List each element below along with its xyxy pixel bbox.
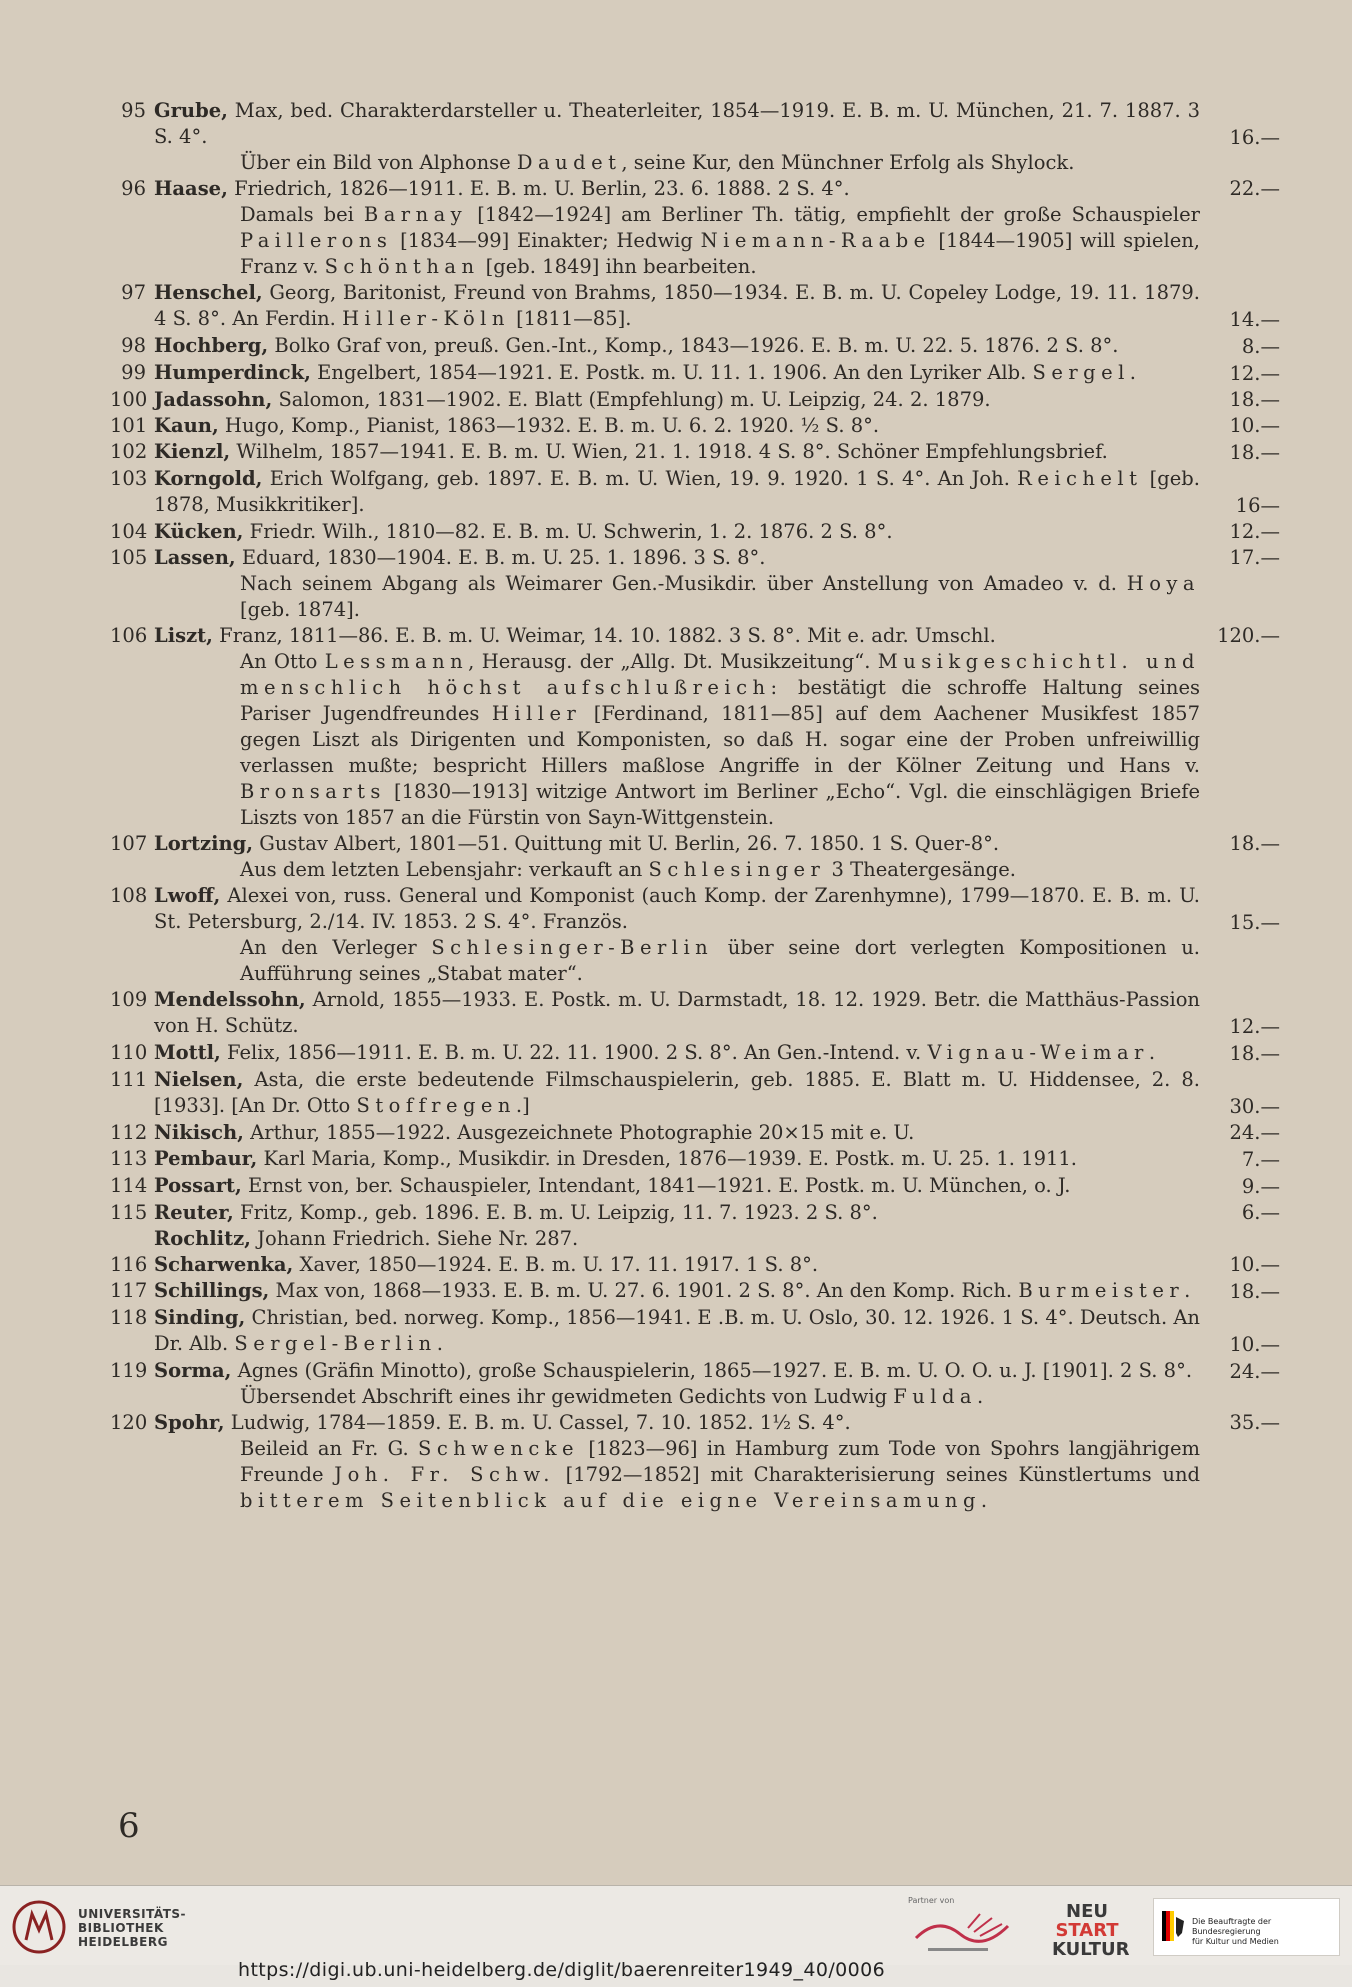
note-segment: Lessmann (324, 650, 469, 673)
entry-price: 10.— (1229, 1253, 1280, 1276)
entry-name: Sinding, (154, 1306, 246, 1329)
neustart-line: NEU (1066, 1901, 1108, 1922)
note-segment: An Otto (240, 650, 325, 673)
entry-segment: Wilhelm, 1857—1941. E. B. m. U. Wien, 21. 1. 1918. 4 S. 8°. Schöner Empfehlungsbrief. (230, 440, 1108, 463)
entry-text (154, 439, 1200, 466)
entry-segment: Hugo, Komp., Pianist, 1863—1932. E. B. m. U. 6. 2. 1920. ½ S. 8°. (218, 414, 880, 437)
entry-name: Mottl, (154, 1041, 221, 1064)
entry-number: 109 (110, 988, 148, 1011)
entry-name: Korngold, (154, 467, 263, 490)
entry-name: Hochberg, (154, 334, 269, 357)
entry-name: Rochlitz, (154, 1227, 251, 1250)
entry-segment: Arnold, 1855—1933. E. Postk. m. U. Darmstadt, 18. 12. 1929. Betr. die Matthäus-Passion von H. Schütz. (154, 988, 1200, 1037)
note-segment: Hiller (491, 702, 582, 725)
entry-segment: . (1129, 361, 1136, 384)
catalog-entry (110, 1173, 1280, 1200)
entry-text (154, 1146, 1200, 1173)
catalog-entry (110, 831, 1280, 883)
catalog-entry (110, 1146, 1280, 1173)
entry-text (154, 1410, 1200, 1514)
note-segment: Aus dem letzten Lebensjahr: verkauft an (240, 858, 649, 881)
catalog-entry (110, 98, 1280, 176)
entry-segment: Burmeister (1018, 1279, 1185, 1302)
note-segment: An den Verleger (240, 936, 432, 959)
entry-text (154, 466, 1200, 519)
entry-segment: Erich Wolfgang, geb. 1897. E. B. m. U. Wien, 19. 9. 1920. 1 S. 4°. An Joh. (262, 467, 1018, 490)
entry-name: Mendelssohn, (154, 988, 306, 1011)
entry-price: 14.— (1229, 308, 1280, 331)
eagle-icon (1162, 1911, 1184, 1941)
university-seal-icon[interactable] (12, 1900, 66, 1954)
entry-segment: Vignau-Weimar (927, 1041, 1149, 1064)
entry-segment: Xaver, 1850—1924. E. B. m. U. 17. 11. 1917. 1 S. 8°. (293, 1253, 819, 1276)
entry-price: 17.— (1229, 546, 1280, 569)
catalog-entry (110, 1120, 1280, 1146)
entry-price: 12.— (1229, 1015, 1280, 1038)
entry-text (154, 1173, 1200, 1200)
entry-segment: . (436, 1332, 443, 1355)
note-segment: bitterem Seitenblick auf die eigne Vereinsamung. (240, 1489, 993, 1512)
note-segment: [1830—1913] witzige Antwort im Berliner „Echo“. Vgl. die einschlägigen Briefe Liszts von 1857 an die Fürstin von Sayn-Wittgenstein. (240, 780, 1200, 829)
entry-list (110, 98, 1280, 1514)
catalog-entry (110, 987, 1280, 1040)
entry-text (154, 360, 1200, 387)
catalog-entry (110, 176, 1280, 280)
entry-price: 12.— (1229, 362, 1280, 385)
entry-text (154, 623, 1200, 831)
entry-name: Lortzing, (154, 832, 254, 855)
page-number: 6 (118, 1806, 140, 1846)
entry-segment: Ernst von, ber. Schauspieler, Intendant, 1841—1921. E. Postk. m. U. München, o. J. (241, 1174, 1071, 1197)
entry-name: Kücken, (154, 520, 244, 543)
entry-name: Lwoff, (154, 884, 221, 907)
note-segment: Musikgeschichtl. und menschlich höchst aufschlußreich: (240, 650, 1200, 699)
entry-name: Spohr, (154, 1411, 225, 1434)
entry-text (154, 176, 1200, 280)
entry-number: 100 (110, 388, 148, 411)
entry-price: 12.— (1229, 520, 1280, 543)
entry-number: 103 (110, 467, 148, 490)
entry-name: Humperdinck, (154, 361, 311, 384)
entry-text (154, 413, 1200, 439)
entry-price: 18.— (1229, 832, 1280, 855)
entry-number: 97 (121, 281, 146, 304)
note-segment: Schlesinger (648, 858, 826, 881)
entry-name: Henschel, (154, 281, 263, 304)
library-name-line: BIBLIOTHEK (78, 1921, 164, 1935)
entry-price: 120.— (1217, 624, 1280, 647)
note-segment: Daudet (516, 151, 622, 174)
entry-text (154, 519, 1200, 545)
entry-price: 35.— (1229, 1411, 1280, 1434)
entry-segment: Sergel-Berlin (234, 1332, 437, 1355)
catalog-entry (110, 545, 1280, 623)
neustart-line: START (1055, 1920, 1119, 1941)
note-segment: Niemann-Raabe (700, 229, 931, 252)
entry-number: 110 (110, 1041, 148, 1064)
entry-text (154, 987, 1200, 1040)
entry-segment: .] (515, 1094, 530, 1117)
entry-segment: Gustav Albert, 1801—51. Quittung mit U. Berlin, 26. 7. 1850. 1 S. Quer-8°. (253, 832, 1000, 855)
entry-number: 111 (110, 1068, 148, 1091)
catalog-entry (110, 1200, 1280, 1226)
entry-text (154, 1120, 1200, 1146)
entry-price: 16.— (1229, 126, 1280, 149)
note-segment: [1844—1905] will spielen, Franz v. (240, 229, 1200, 278)
entry-segment: Eduard, 1830—1904. E. B. m. U. 25. 1. 1896. 3 S. 8°. (235, 546, 766, 569)
entry-price: 8.— (1241, 335, 1280, 358)
note-segment: Joh. Fr. Schw. (334, 1463, 555, 1486)
entry-name: Lassen, (154, 546, 236, 569)
entry-segment: Reichelt (1017, 467, 1143, 490)
catalog-entry (110, 519, 1280, 545)
entry-segment: . (1148, 1041, 1156, 1064)
catalog-entry (110, 1067, 1280, 1120)
catalog-entry (110, 1252, 1280, 1278)
entry-number: 95 (121, 99, 146, 122)
entry-number: 96 (121, 177, 146, 200)
entry-text (154, 98, 1200, 176)
entry-name: Kaun, (154, 414, 219, 437)
bkm-line: für Kultur und Medien (1192, 1937, 1279, 1946)
entry-segment: Ludwig, 1784—1859. E. B. m. U. Cassel, 7. 10. 1852. 1½ S. 4°. (224, 1411, 851, 1434)
entry-segment: Max von, 1868—1933. E. B. m. U. 27. 6. 1901. 2 S. 8°. An den Komp. Rich. (269, 1279, 1019, 1302)
library-name[interactable] (78, 1907, 186, 1949)
entry-text (154, 1252, 1200, 1278)
entry-number: 115 (110, 1201, 148, 1224)
entry-number: 104 (110, 520, 148, 543)
entry-note (154, 1436, 1200, 1514)
note-segment: Schönthan (324, 255, 480, 278)
note-segment: Paillerons (240, 229, 393, 252)
bkm-text (1192, 1917, 1339, 1947)
entry-number: 108 (110, 884, 148, 907)
entry-note (154, 150, 1200, 176)
entry-price: 18.— (1229, 441, 1280, 464)
entry-note (154, 1384, 1200, 1410)
entry-number: 102 (110, 440, 148, 463)
entry-price: 16— (1235, 494, 1280, 517)
entry-text (154, 1305, 1200, 1358)
entry-text (154, 1278, 1200, 1305)
entry-text (154, 1067, 1200, 1120)
note-segment: 3 Theatergesänge. (825, 858, 1016, 881)
note-segment: . (977, 1385, 984, 1408)
note-segment: [geb. 1849] ihn bearbeiten. (479, 255, 757, 278)
entry-price: 9.— (1241, 1175, 1280, 1198)
entry-price: 22.— (1229, 177, 1280, 200)
partner-label: Partner von (908, 1896, 955, 1905)
neustart-line: KULTUR (1052, 1939, 1130, 1960)
catalog-entry (110, 387, 1280, 413)
entry-note (154, 935, 1200, 987)
entry-number: 105 (110, 546, 148, 569)
entry-segment: Alexei von, russ. General und Komponist (auch Komp. der Zarenhymne), 1799—1870. E. B. m. U. St. Petersburg, 2./14. IV. 1853. 2 S. 4°. Französ. (154, 884, 1200, 933)
catalog-entry (110, 1278, 1280, 1305)
entry-text (154, 1226, 1200, 1252)
entry-price: 6.— (1241, 1201, 1280, 1224)
note-segment: [1792—1852] mit Charakterisierung seines Künstlertums und (554, 1463, 1200, 1486)
note-segment: , Herausg. der „Allg. Dt. Musikzeitung“. (468, 650, 878, 673)
entry-note (154, 571, 1200, 623)
entry-number: 118 (110, 1306, 148, 1329)
note-segment: Über ein Bild von Alphonse (240, 151, 517, 174)
entry-text (154, 1040, 1200, 1067)
note-segment: Nach seinem Abgang als Weimarer Gen.-Musikdir. über Anstellung von Amadeo v. d. (240, 572, 1127, 595)
entry-number: 116 (110, 1253, 148, 1276)
entry-segment: Felix, 1856—1911. E. B. m. U. 22. 11. 1900. 2 S. 8°. An Gen.-Intend. v. (220, 1041, 928, 1064)
catalog-entry (110, 413, 1280, 439)
entry-note (154, 202, 1200, 280)
entry-number: 101 (110, 414, 148, 437)
entry-name: Possart, (154, 1174, 242, 1197)
entry-segment: [geb. 1878, Musikkritiker]. (154, 467, 1200, 516)
entry-segment: Friedr. Wilh., 1810—82. E. B. m. U. Schwerin, 1. 2. 1876. 2 S. 8°. (243, 520, 893, 543)
entry-price: 15.— (1229, 911, 1280, 934)
entry-number: 98 (121, 334, 146, 357)
entry-text (154, 333, 1200, 360)
entry-name: Liszt, (154, 624, 213, 647)
note-segment: Bronsarts (240, 780, 386, 803)
page-url[interactable]: https://digi.ub.uni-heidelberg.de/diglit/baerenreiter1949_40/0006 (238, 1959, 886, 1981)
entry-text (154, 831, 1200, 883)
catalog-entry (110, 1226, 1280, 1252)
entry-name: Nielsen, (154, 1068, 244, 1091)
entry-segment: [1811—85]. (509, 307, 632, 330)
entry-name: Jadassohn, (154, 388, 273, 411)
entry-name: Schillings, (154, 1279, 270, 1302)
catalog-entry (110, 1040, 1280, 1067)
entry-number: 112 (110, 1121, 148, 1144)
entry-text (154, 545, 1200, 623)
note-segment: , seine Kur, den Münchner Erfolg als Shylock. (621, 151, 1075, 174)
entry-number: 117 (110, 1279, 148, 1302)
entry-number: 113 (110, 1147, 148, 1170)
entry-name: Nikisch, (154, 1121, 244, 1144)
library-name-line: UNIVERSITÄTS- (78, 1907, 187, 1921)
entry-text (154, 387, 1200, 413)
entry-segment: Engelbert, 1854—1921. E. Postk. m. U. 11. 1. 1906. An den Lyriker Alb. (310, 361, 1033, 384)
entry-segment: Hiller-Köln (342, 307, 510, 330)
catalog-entry (110, 333, 1280, 360)
note-segment: bestätigt die schroffe Haltung seines Pariser Jugendfreundes (240, 676, 1200, 725)
note-segment: Beileid an Fr. G. (240, 1437, 419, 1460)
entry-price: 7.— (1241, 1148, 1280, 1171)
note-segment: [geb. 1874]. (240, 598, 360, 621)
entry-name: Kienzl, (154, 440, 231, 463)
catalog-entry (110, 623, 1280, 831)
note-segment: [1834—99] Einakter; Hedwig (392, 229, 701, 252)
partner-logo-icon[interactable] (908, 1908, 1022, 1958)
entry-number: 106 (110, 624, 148, 647)
entry-number: 107 (110, 832, 148, 855)
bkm-line: Die Beauftragte der Bundesregierung (1192, 1917, 1272, 1936)
entry-segment: Friedrich, 1826—1911. E. B. m. U. Berlin, 23. 6. 1888. 2 S. 4°. (227, 177, 850, 200)
entry-name: Haase, (154, 177, 228, 200)
entry-price: 30.— (1229, 1095, 1280, 1118)
entry-segment: Asta, die erste bedeutende Filmschauspielerin, geb. 1885. E. Blatt m. U. Hiddensee, 2. 8. [1933]. [An Dr. Otto (154, 1068, 1200, 1117)
entry-name: Scharwenka, (154, 1253, 294, 1276)
catalog-entry (110, 439, 1280, 466)
entry-number: 114 (110, 1174, 148, 1197)
entry-segment: Stoffregen (356, 1094, 516, 1117)
catalog-entry (110, 466, 1280, 519)
entry-name: Sorma, (154, 1359, 232, 1382)
entry-segment: Sergel (1032, 361, 1130, 384)
entry-price: 18.— (1229, 388, 1280, 411)
entry-text (154, 280, 1200, 333)
catalog-entry (110, 1410, 1280, 1514)
entry-name: Reuter, (154, 1201, 234, 1224)
entry-price: 18.— (1229, 1280, 1280, 1303)
entry-text (154, 883, 1200, 987)
entry-note (154, 857, 1200, 883)
note-segment: Schwencke (418, 1437, 580, 1460)
catalog-entry (110, 360, 1280, 387)
entry-name: Pembaur, (154, 1147, 258, 1170)
entry-name: Grube, (154, 99, 228, 122)
note-segment: Damals bei (240, 203, 364, 226)
note-segment: [1842—1924] am Berliner Th. tätig, empfiehlt der große Schauspieler (467, 203, 1201, 226)
entry-price: 10.— (1229, 414, 1280, 437)
entry-segment: . (1184, 1279, 1191, 1302)
entry-number: 119 (110, 1359, 148, 1382)
note-segment: Fulda (893, 1385, 978, 1408)
entry-segment: Georg, Baritonist, Freund von Brahms, 1850—1934. E. B. m. U. Copeley Lodge, 19. 11. 1879. 4 S. 8°. An Ferdin. (154, 281, 1200, 330)
entry-text (154, 1200, 1200, 1226)
entry-note (154, 649, 1200, 831)
entry-segment: Johann Friedrich. Siehe Nr. 287. (250, 1227, 579, 1250)
entry-segment: Christian, bed. norweg. Komp., 1856—1941. E .B. m. U. Oslo, 30. 12. 1926. 1 S. 4°. Deutsch. An Dr. Alb. (154, 1306, 1200, 1355)
note-segment: Hoya (1126, 572, 1200, 595)
entry-segment: Salomon, 1831—1902. E. Blatt (Empfehlung) m. U. Leipzig, 24. 2. 1879. (272, 388, 991, 411)
entry-number: 120 (110, 1411, 148, 1434)
note-segment: Schlesinger-Berlin (431, 936, 714, 959)
note-segment: Barnay (363, 203, 468, 226)
entry-segment: Agnes (Gräfin Minotto), große Schauspielerin, 1865—1927. E. B. m. U. O. O. u. J. [1901]. 2 S. 8°. (231, 1359, 1193, 1382)
neustart-kultur-logo[interactable] (1052, 1901, 1130, 1960)
entry-text (154, 1358, 1200, 1410)
entry-price: 24.— (1229, 1360, 1280, 1383)
entry-segment: Franz, 1811—86. E. B. m. U. Weimar, 14. 10. 1882. 3 S. 8°. Mit e. adr. Umschl. (212, 624, 996, 647)
entry-segment: Fritz, Komp., geb. 1896. E. B. m. U. Leipzig, 11. 7. 1923. 2 S. 8°. (233, 1201, 878, 1224)
entry-segment: Karl Maria, Komp., Musikdir. in Dresden, 1876—1939. E. Postk. m. U. 25. 1. 1911. (257, 1147, 1077, 1170)
entry-number (110, 1226, 154, 1252)
entry-segment: Arthur, 1855—1922. Ausgezeichnete Photographie 20×15 mit e. U. (243, 1121, 915, 1144)
catalog-entry (110, 1305, 1280, 1358)
entry-number: 99 (121, 361, 146, 384)
catalog-entry (110, 1358, 1280, 1410)
entry-segment: Bolko Graf von, preuß. Gen.-Int., Komp., 1843—1926. E. B. m. U. 22. 5. 1876. 2 S. 8°. (268, 334, 1119, 357)
note-segment: [Ferdinand, 1811—85] auf dem Aachener Musikfest 1857 gegen Liszt als Dirigenten und Komponisten, so daß H. sogar eine der Proben unfreiwillig verlassen mußte; bespricht Hillers maßlose Angriffe in der Kölner Zeitung und Hans v. (240, 702, 1200, 777)
note-segment: über seine dort verlegten Kompositionen u. Aufführung seines „Stabat mater“. (240, 936, 1200, 985)
note-segment: Übersendet Abschrift eines ihr gewidmeten Gedichts von Ludwig (240, 1385, 894, 1408)
catalog-entry (110, 280, 1280, 333)
library-name-line: HEIDELBERG (78, 1935, 168, 1949)
note-segment: [1823—96] in Hamburg zum Tode von Spohrs langjährigem Freunde (240, 1437, 1201, 1486)
entry-price: 10.— (1229, 1333, 1280, 1356)
entry-segment: Max, bed. Charakterdarsteller u. Theaterleiter, 1854—1919. E. B. m. U. München, 21. 7. 1887. 3 S. 4°. (154, 99, 1200, 148)
entry-price: 18.— (1229, 1042, 1280, 1065)
catalog-entry (110, 883, 1280, 987)
entry-price: 24.— (1229, 1121, 1280, 1144)
footer-bar (0, 1885, 1352, 1966)
bkm-logo[interactable] (1153, 1898, 1340, 1956)
